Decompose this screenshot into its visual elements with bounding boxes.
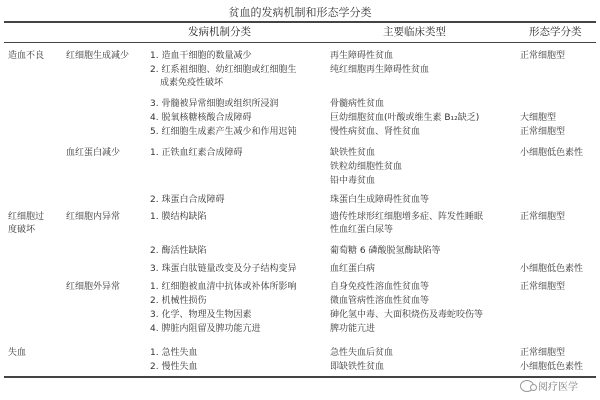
morphology-type: 小细胞低色素性	[520, 148, 584, 158]
group-hemolysis-line2: 度破坏	[8, 225, 36, 235]
subgroup-rbc-intrinsic: 红细胞内异常	[66, 212, 121, 222]
clinical-type: 微血管病性溶血性贫血等	[330, 296, 430, 306]
mechanism-item: 1. 正铁血红素合成障碍	[150, 148, 243, 158]
clinical-type: 葡萄糖 6 磷酸脱氢酶缺陷等	[330, 246, 441, 256]
watermark	[520, 378, 578, 393]
mechanism-item: 3. 化学、物理及生物因素	[150, 310, 252, 320]
clinical-type: 砷化氢中毒、大面积烧伤及毒蛇咬伤等	[330, 310, 484, 320]
mechanism-item: 2. 机械性损伤	[150, 296, 207, 306]
table-bottom-rule	[4, 376, 596, 378]
watermark-text: 阅疗医学	[538, 382, 578, 393]
mechanism-item: 1. 造血干细胞的数量减少	[150, 51, 252, 61]
header-morphology: 形态学分类	[529, 26, 582, 38]
clinical-type: 铁粒幼细胞性贫血	[330, 162, 403, 172]
clinical-type: 即缺铁性贫血	[330, 362, 385, 372]
mechanism-item: 2. 酶活性缺陷	[150, 246, 207, 256]
clinical-type: 遗传性球形红细胞增多症、阵发性睡眠	[330, 212, 484, 222]
clinical-type: 纯红细胞再生障碍性贫血	[330, 65, 430, 75]
clinical-type: 珠蛋白生成障碍性贫血等	[330, 195, 430, 205]
mechanism-item: 1. 膜结构缺陷	[150, 212, 207, 222]
group-loss: 失血	[8, 348, 27, 358]
header-clinical: 主要临床类型	[383, 26, 446, 38]
clinical-type: 性血红蛋白尿等	[330, 225, 394, 235]
clinical-type: 骨髓病性贫血	[330, 99, 385, 109]
clinical-type: 巨幼细胞贫血(叶酸或维生素 B₁₂缺乏)	[330, 113, 480, 123]
mechanism-item: 成素免疫性破坏	[160, 78, 224, 88]
header-mechanism: 发病机制分类	[188, 26, 251, 38]
table-title: 贫血的发病机制和形态学分类	[228, 6, 372, 19]
mechanism-item: 3. 珠蛋白肽链量改变及分子结构变异	[150, 264, 297, 274]
clinical-type: 缺铁性贫血	[330, 148, 376, 158]
subgroup-rbc-extrinsic: 红细胞外异常	[66, 282, 121, 292]
mechanism-item: 4. 脱氧核糖核酸合成障碍	[150, 113, 252, 123]
clinical-type: 脾功能亢进	[330, 324, 376, 334]
morphology-type: 正常细胞型	[520, 282, 566, 292]
subgroup-rbc-decrease: 红细胞生成减少	[66, 51, 130, 61]
mechanism-item: 2. 红系祖细胞、幼红细胞或红细胞生	[150, 65, 297, 75]
mechanism-item: 2. 慢性失血	[150, 362, 198, 372]
group-hemolysis-line1: 红细胞过	[8, 212, 45, 222]
clinical-type: 急性失血后贫血	[330, 348, 394, 358]
group-production: 造血不良	[8, 51, 45, 61]
morphology-type: 小细胞低色素性	[520, 264, 584, 274]
mechanism-item: 1. 红细胞被血清中抗体或补体所影响	[150, 282, 297, 292]
mechanism-item: 1. 急性失血	[150, 348, 198, 358]
mechanism-item: 2. 珠蛋白合成障碍	[150, 195, 225, 205]
morphology-type: 正常细胞型	[520, 212, 566, 222]
morphology-type: 正常细胞型	[520, 127, 566, 137]
clinical-type: 血红蛋白病	[330, 264, 376, 274]
mechanism-item: 3. 骨髓被异常细胞或组织所浸润	[150, 99, 279, 109]
mechanism-item: 5. 红细胞生成素产生减少和作用迟钝	[150, 127, 297, 137]
clinical-type: 自身免疫性溶血性贫血等	[330, 282, 430, 292]
header-rule	[4, 42, 596, 43]
morphology-type: 大细胞型	[520, 113, 557, 123]
subgroup-hb-decrease: 血红蛋白减少	[66, 148, 121, 158]
table-top-rule	[4, 21, 596, 23]
wechat-icon	[520, 380, 534, 392]
clinical-type: 铅中毒贫血	[330, 176, 376, 186]
clinical-type: 再生障碍性贫血	[330, 51, 394, 61]
morphology-type: 正常细胞型	[520, 348, 566, 358]
clinical-type: 慢性病贫血、肾性贫血	[330, 127, 421, 137]
mechanism-item: 4. 脾脏内阻留及脾功能亢进	[150, 324, 261, 334]
morphology-type: 正常细胞型	[520, 51, 566, 61]
morphology-type: 小细胞低色素性	[520, 362, 584, 372]
